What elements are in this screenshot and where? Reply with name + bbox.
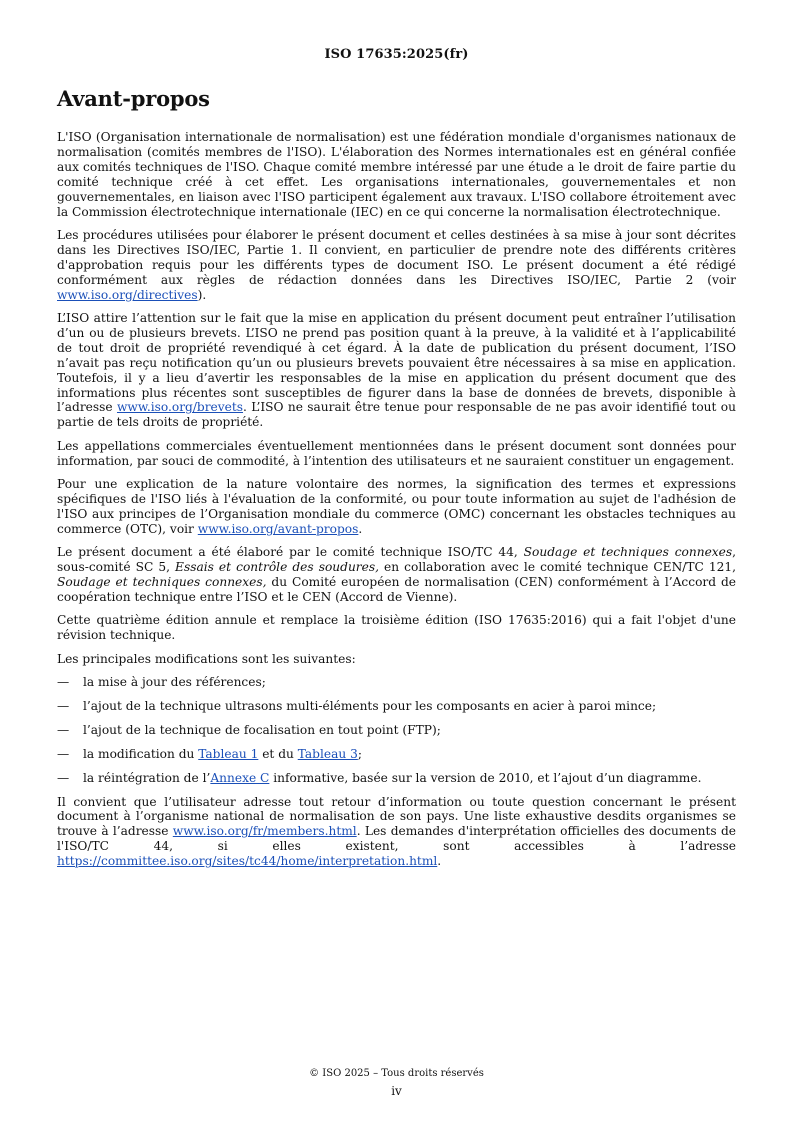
cen-committee-title: Soudage et techniques connexes, xyxy=(57,574,267,589)
paragraph-text: en collaboration avec le comité technique CEN/TC 121, xyxy=(378,560,737,575)
paragraph-committee xyxy=(57,545,736,605)
paragraph-feedback xyxy=(57,795,736,870)
paragraph-iso-intro: L'ISO (Organisation internationale de normalisation) est une fédération mondiale d'organismes nationaux de normalisation (comités membres de l'ISO). L'élaboration des Normes internationales est en général confiée aux comités techniques de l'ISO. Chaque comité membre intéressé par une étude a le droit de faire partie du comité technique créé à cet effet. Les organisations internationales, gouvernementales et non gouvernementales, en liaison avec l'ISO participent également aux travaux. L'ISO collabore étroitement avec la Commission électrotechnique internationale (IEC) en ce qui concerne la normalisation électrotechnique. xyxy=(57,130,736,219)
list-dash: — xyxy=(57,675,70,689)
link-brevets[interactable]: www.iso.org/brevets xyxy=(116,400,244,415)
paragraph-text: . Les demandes d'interprétation officielles des documents de l'ISO/TC 44, si elles existent, sont accessibles à l’adresse xyxy=(57,824,736,854)
paragraph-text: L’ISO attire l’attention sur le fait que la mise en application du présent document peut entraîner l’utilisation d’un ou de plusieurs brevets. L’ISO ne prend pas position quant à la preuve, à la validité et à l’applicabilité de tout droit de propriété revendiqué à cet égard. À la date de publication du présent document, l’ISO n’avait pas reçu notification qu’un ou plusieurs brevets pouvaient être nécessaires à sa mise en application. Toutefois, il y a lieu d’avertir les responsables de la mise en application du présent document que des informations plus récentes sont susceptibles de figurer dans la base de données de brevets, disponible à l’adresse xyxy=(57,310,736,415)
list-item-text-part: la réintégration de l’ xyxy=(83,770,211,785)
paragraph-text: Le présent document a été élaboré par le comité technique ISO/TC 44, xyxy=(57,545,524,560)
paragraph-text: , sous-comité SC 5, xyxy=(57,545,736,575)
link-members[interactable]: www.iso.org/fr/members.html xyxy=(172,824,357,839)
list-item xyxy=(57,699,736,714)
paragraph-text: . xyxy=(358,521,363,536)
document-identifier: ISO 17635:2025(fr) xyxy=(324,47,469,62)
list-item xyxy=(57,723,736,738)
paragraph-procedures xyxy=(57,228,736,303)
list-dash: — xyxy=(57,746,70,761)
paragraph-patents xyxy=(57,311,736,430)
link-interpretation[interactable]: https://committee.iso.org/sites/tc44/home/interpretation.html xyxy=(57,854,438,869)
list-dash: — xyxy=(57,698,70,713)
paragraph-text: . xyxy=(437,854,442,869)
paragraph-text: Il convient que l’utilisateur adresse tout retour d’information ou toute question concernant le présent document à l’organisme national de normalisation de son pays. Une liste exhaustive desdits organismes se trouve à l’adresse xyxy=(57,794,736,839)
paragraph-text: Les procédures utilisées pour élaborer le présent document et celles destinées à sa mise à jour sont décrites dans les Directives ISO/IEC, Partie 1. Il convient, en particulier de prendre note des différents critères d'approbation requis pour les différents types de document ISO. Le présent document a été rédigé conformément aux règles de rédaction données dans les Directives ISO/IEC, Partie 2 (voir xyxy=(57,227,736,287)
paragraph-text: du Comité européen de normalisation (CEN) conformément à l’Accord de coopération technique entre l’ISO et le CEN (Accord de Vienne). xyxy=(57,574,737,604)
page-title: Avant-propos xyxy=(57,86,210,111)
list-dash: — xyxy=(57,722,70,737)
list-item xyxy=(57,675,736,690)
committee-title: Soudage et techniques connexes xyxy=(523,545,733,560)
list-item-text: la mise à jour des références; xyxy=(83,675,266,689)
link-tableau-1[interactable]: Tableau 1 xyxy=(198,746,259,761)
link-annexe-c[interactable]: Annexe C xyxy=(210,770,270,785)
paragraph-text: . L’ISO ne saurait être tenue pour responsable de ne pas avoir identifié tout ou partie de tels droits de propriété. xyxy=(57,400,736,430)
link-directives[interactable]: www.iso.org/directives xyxy=(57,287,198,302)
link-tableau-3[interactable]: Tableau 3 xyxy=(297,746,358,761)
paragraph-edition: Cette quatrième édition annule et remplace la troisième édition (ISO 17635:2016) qui a fait l'objet d'une révision technique. xyxy=(57,613,736,643)
copyright-footer: © ISO 2025 – Tous droits réservés xyxy=(309,1068,484,1079)
paragraph-text: Pour une explication de la nature volontaire des normes, la signification des termes et expressions spécifiques de l'ISO liés à l'évaluation de la conformité, ou pour toute information au sujet de l'adhésion de l'ISO aux principes de l’Organisation mondiale du commerce (OMC) concernant les obstacles techniques au commerce (OTC), voir xyxy=(57,477,736,536)
list-item-text-part: et du xyxy=(258,746,298,761)
paragraph-voluntary-nature xyxy=(57,477,736,537)
list-item xyxy=(57,747,736,762)
list-item xyxy=(57,771,736,786)
list-item-text-part: la modification du xyxy=(83,746,199,761)
link-avant-propos[interactable]: www.iso.org/avant-propos xyxy=(197,521,359,536)
list-item-text: l’ajout de la technique de focalisation en tout point (FTP); xyxy=(83,722,441,737)
paragraph-changes-intro: Les principales modifications sont les suivantes: xyxy=(57,651,356,666)
paragraph-text: ). xyxy=(197,287,207,302)
page-number: iv xyxy=(391,1084,402,1098)
list-item-text-part: informative, basée sur la version de 2010, et l’ajout d’un diagramme. xyxy=(269,770,702,785)
document-body xyxy=(57,130,736,878)
list-dash: — xyxy=(57,770,70,785)
list-item-text xyxy=(83,747,736,762)
list-item-text: l’ajout de la technique ultrasons multi-éléments pour les composants en acier à paroi mince; xyxy=(83,698,657,713)
subcommittee-title: Essais et contrôle des soudures, xyxy=(175,560,379,575)
paragraph-trade-names: Les appellations commerciales éventuellement mentionnées dans le présent document sont données pour information, par souci de commodité, à l’intention des utilisateurs et ne sauraient constituer un engagement. xyxy=(57,438,736,468)
list-item-text xyxy=(83,771,736,786)
list-item-text-part: ; xyxy=(357,746,362,761)
